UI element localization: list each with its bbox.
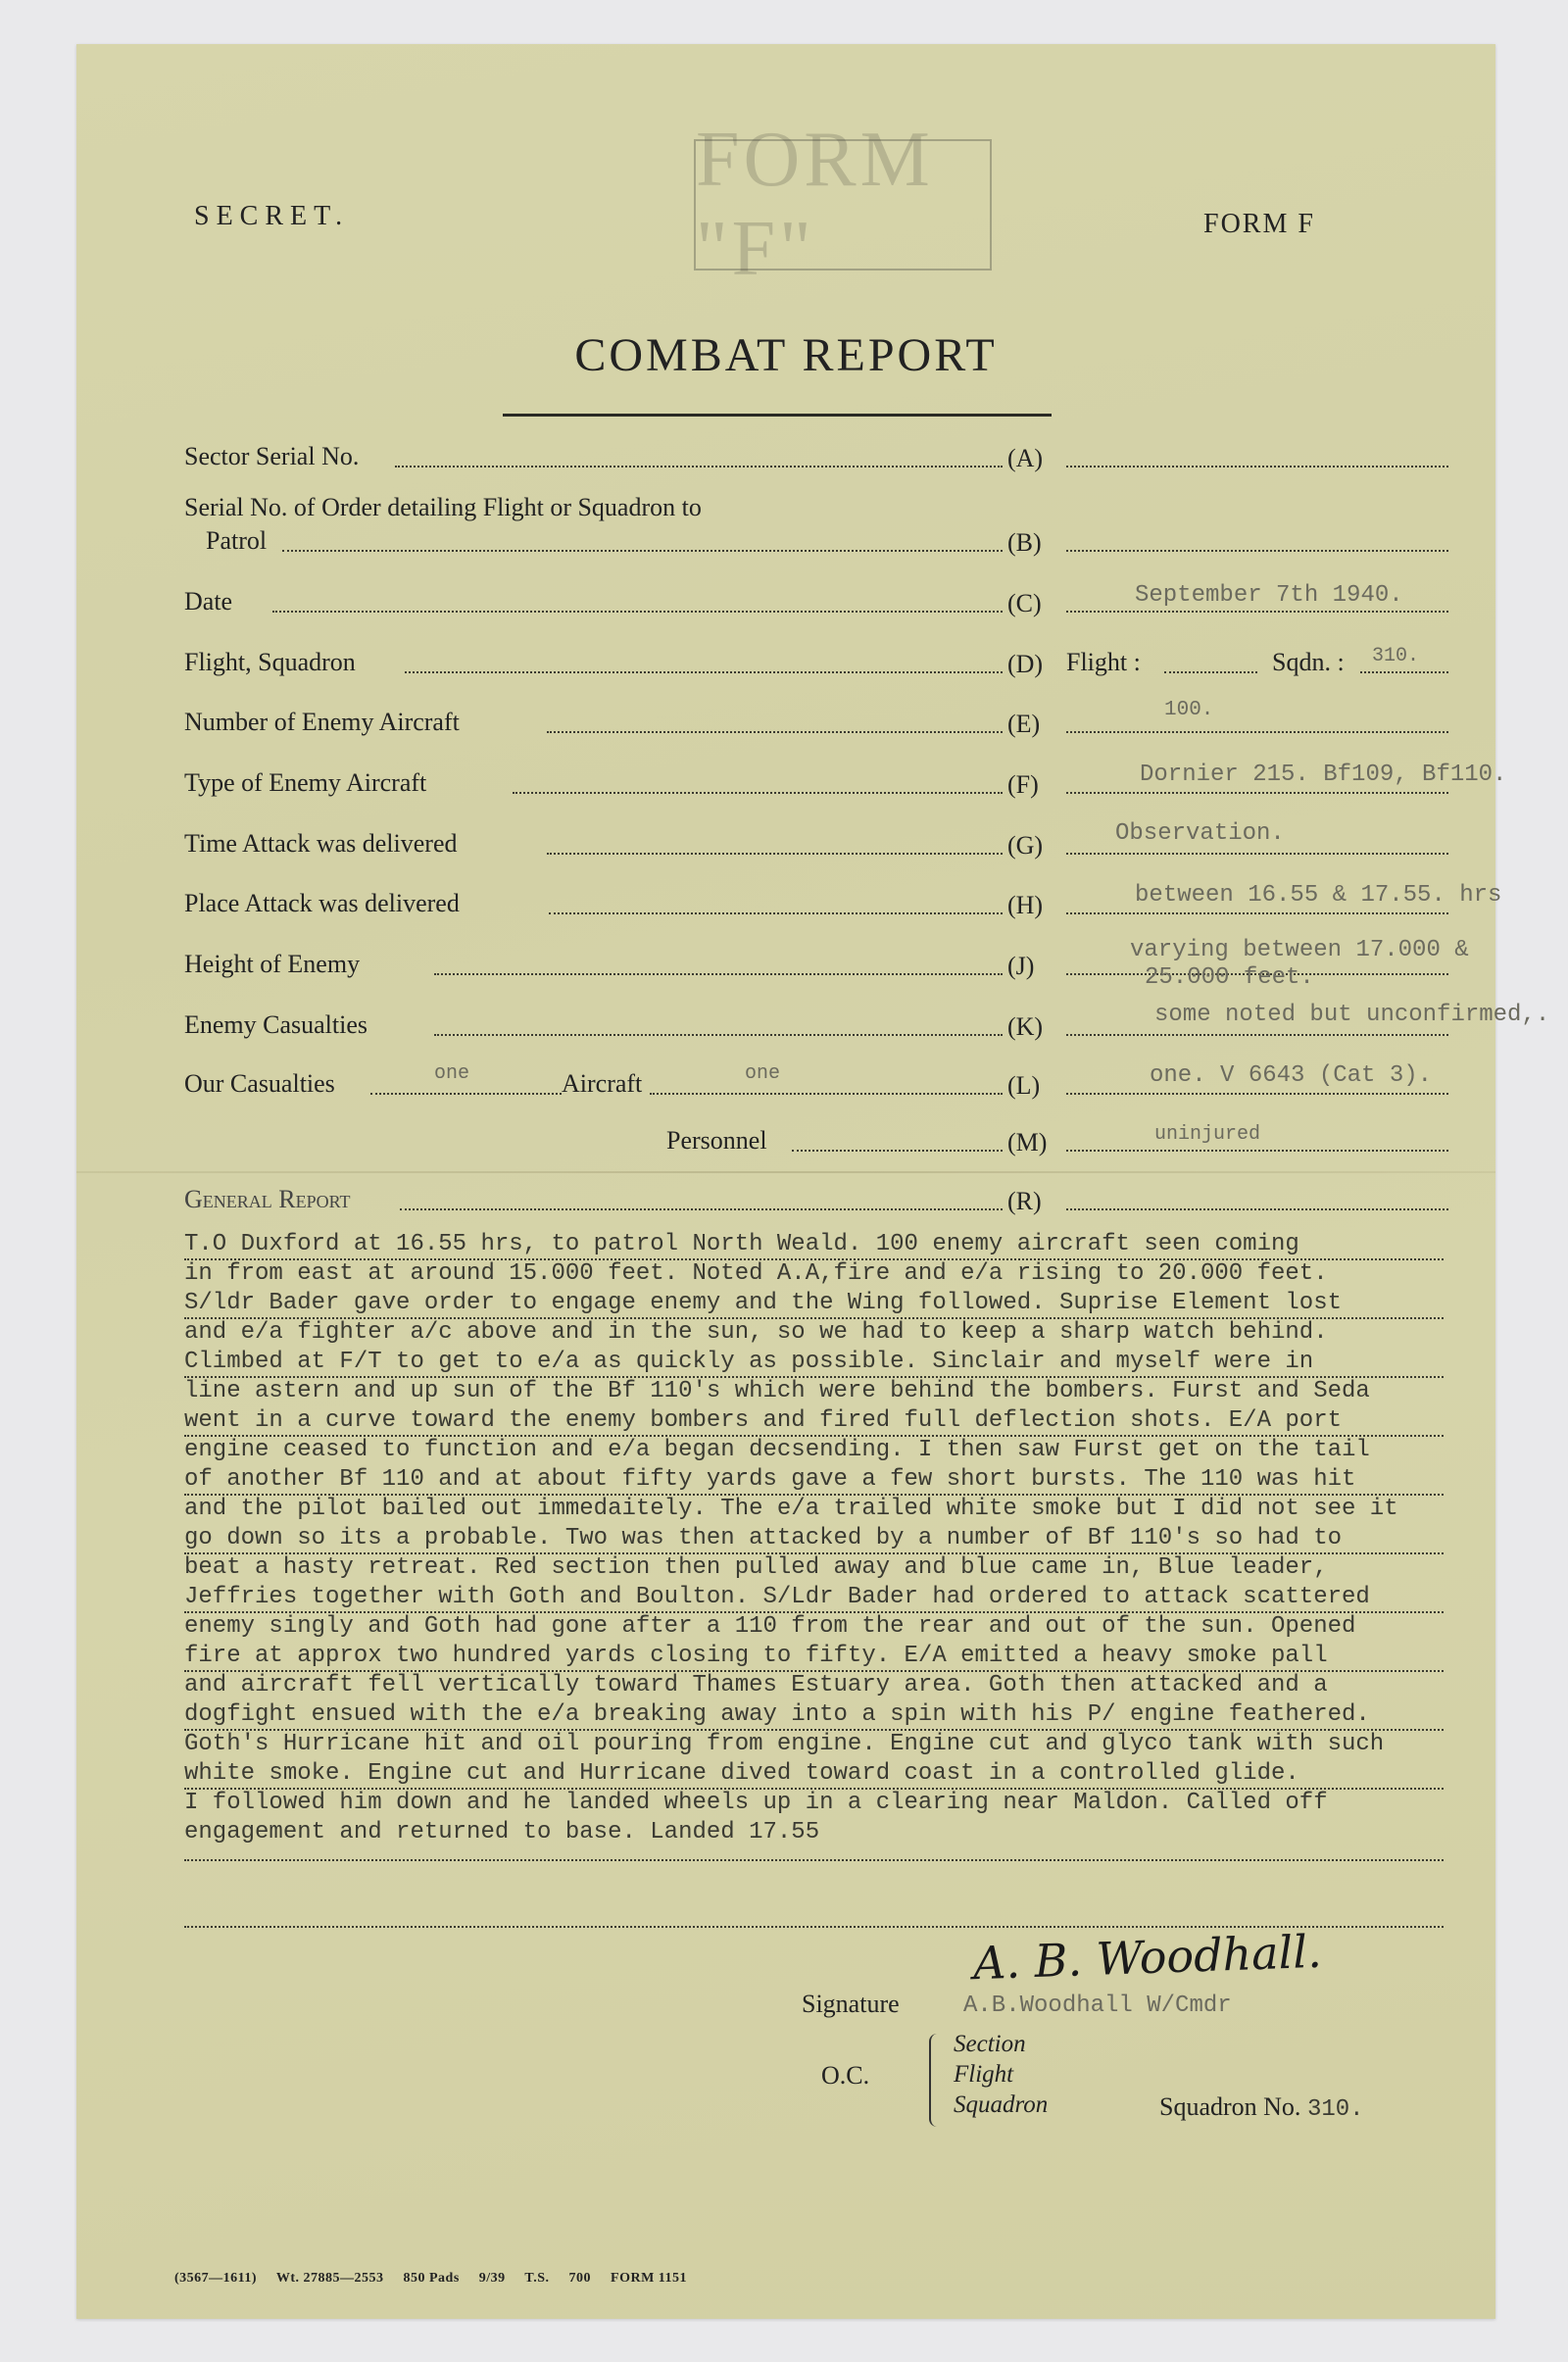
- leader-dots: [395, 466, 1003, 467]
- answer-line[interactable]: [1066, 1208, 1448, 1210]
- handwritten-signature: A. B. Woodhall.: [972, 1924, 1323, 1991]
- flight-answer-line[interactable]: [1164, 671, 1257, 673]
- answer-line[interactable]: [1066, 1093, 1448, 1095]
- field-code: (R): [1007, 1187, 1042, 1215]
- field-value-line2: 25.000 feet.: [1145, 964, 1314, 991]
- report-line: line astern and up sun of the Bf 110's which were behind the bombers. Furst and Seda: [184, 1378, 1370, 1404]
- field-value: between 16.55 & 17.55. hrs: [1135, 882, 1502, 909]
- report-line: Climbed at F/T to get to e/a as quickly as possible. Sinclair and myself were in: [184, 1348, 1527, 1377]
- aircraft-dots[interactable]: [650, 1093, 1003, 1095]
- print-reference-footer: [174, 2271, 703, 2287]
- answer-line[interactable]: [1066, 466, 1448, 467]
- field-date: [184, 583, 1458, 622]
- oc-option-flight: Flight: [954, 2061, 1014, 2088]
- squadron-number-label: Squadron No.: [1159, 2092, 1301, 2121]
- field-our-casualties: [184, 1062, 1458, 1105]
- report-line: and the pilot bailed out immedaitely. The e/a trailed white smoke but I did not see it: [184, 1496, 1398, 1522]
- field-value: uninjured: [1154, 1123, 1261, 1146]
- field-code: (B): [1007, 528, 1042, 557]
- field-label: Time Attack was delivered: [184, 829, 458, 858]
- classification-label: SECRET.: [194, 201, 350, 231]
- squadron-number-value: 310.: [1306, 2096, 1364, 2123]
- leader-dots: [405, 671, 1003, 673]
- field-label: General Report: [184, 1185, 351, 1213]
- squadron-number: [1159, 2092, 1364, 2123]
- field-value: varying between 17.000 &: [1130, 937, 1469, 963]
- field-enemy-casualties: [184, 1002, 1550, 1046]
- field-code: (K): [1007, 1012, 1044, 1041]
- field-height-enemy: [184, 937, 1469, 991]
- field-place-attack: [184, 882, 1502, 924]
- leader-dots: [434, 973, 1003, 975]
- answer-line[interactable]: [1066, 792, 1448, 794]
- field-label: Type of Enemy Aircraft: [184, 768, 427, 797]
- report-line: engagement and returned to base. Landed 17.55: [184, 1819, 820, 1845]
- leader-dots: [547, 731, 1003, 733]
- print-ref-item: (3567—1611): [174, 2271, 258, 2286]
- field-code: (L): [1007, 1071, 1041, 1100]
- report-line: went in a curve toward the enemy bombers and fired full deflection shots. E/A port: [184, 1406, 1527, 1436]
- form-id: FORM F: [1203, 209, 1315, 239]
- field-type-enemy: [184, 762, 1507, 804]
- report-line: enemy singly and Goth had gone after a 110 from the rear and out of the sun. Opened: [184, 1613, 1356, 1640]
- report-line: of another Bf 110 and at about fifty yards gave a few short bursts. The 110 was hit: [184, 1465, 1527, 1495]
- field-code: (C): [1007, 589, 1042, 617]
- field-personnel: [184, 1122, 1458, 1161]
- field-code: (J): [1007, 952, 1035, 980]
- leader-dots: [272, 611, 1003, 613]
- leader-dots: [282, 550, 1003, 552]
- flight-label: Flight :: [1066, 648, 1141, 676]
- report-line: beat a hasty retreat. Red section then pulled away and blue came in, Blue leader,: [184, 1554, 1328, 1581]
- oc-option-squadron: Squadron: [954, 2091, 1049, 2118]
- field-label: Date: [184, 587, 233, 615]
- leader-dots: [549, 912, 1003, 914]
- field-value: 100.: [1164, 699, 1214, 721]
- answer-line[interactable]: [1066, 1034, 1448, 1036]
- report-line: in from east at around 15.000 feet. Noted A.A,fire and e/a rising to 20.000 feet.: [184, 1260, 1328, 1287]
- field-label: Place Attack was delivered: [184, 889, 460, 917]
- print-ref-item: FORM 1151: [611, 2271, 688, 2286]
- field-sector-serial: [184, 438, 1458, 477]
- answer-line[interactable]: [1066, 853, 1448, 855]
- oc-option-section: Section: [954, 2031, 1026, 2057]
- field-code: (D): [1007, 650, 1044, 678]
- leader-dots: [434, 1034, 1003, 1036]
- casualties-dots[interactable]: [370, 1093, 562, 1095]
- field-flight-squadron: [184, 644, 1458, 683]
- answer-line[interactable]: [1066, 611, 1448, 613]
- print-ref-item: T.S.: [524, 2271, 550, 2286]
- title-underline: [503, 414, 1052, 417]
- report-line: white smoke. Engine cut and Hurricane dived toward coast in a controlled glide.: [184, 1759, 1527, 1789]
- sqdn-answer-line[interactable]: [1360, 671, 1448, 673]
- field-value: Dornier 215. Bf109, Bf110.: [1140, 762, 1507, 788]
- field-order-serial: [184, 522, 1458, 562]
- print-ref-item: 850 Pads: [403, 2271, 460, 2286]
- report-line: dogfight ensued with the e/a breaking away into a spin with his P/ engine feathered.: [184, 1700, 1527, 1730]
- field-label: Our Casualties: [184, 1069, 335, 1098]
- signature-typed-name: A.B.Woodhall W/Cmdr: [963, 1993, 1232, 2019]
- field-general-report: [184, 1181, 1458, 1220]
- report-line: Jeffries together with Goth and Boulton. S/Ldr Bader had ordered to attack scattered: [184, 1583, 1527, 1612]
- field-code: (A): [1007, 444, 1044, 472]
- field-value: one. V 6643 (Cat 3).: [1150, 1062, 1433, 1089]
- print-ref-item: 9/39: [478, 2271, 506, 2286]
- field-label: Number of Enemy Aircraft: [184, 708, 460, 736]
- general-report-text: [184, 1230, 1527, 1861]
- field-code: (G): [1007, 831, 1044, 860]
- field-code: (F): [1007, 770, 1039, 799]
- form-stamp: FORM "F": [694, 139, 992, 271]
- print-ref-item: 700: [568, 2271, 592, 2286]
- report-line: and aircraft fell vertically toward Thames Estuary area. Goth then attacked and a: [184, 1672, 1328, 1698]
- paper-fold: [76, 1171, 1495, 1173]
- print-ref-item: Wt. 27885—2553: [275, 2271, 384, 2286]
- combat-report-form: [76, 44, 1550, 2319]
- answer-line[interactable]: [1066, 731, 1448, 733]
- field-value: some noted but unconfirmed,.: [1154, 1002, 1550, 1028]
- casualties-value: one: [434, 1062, 470, 1085]
- answer-line[interactable]: [1066, 912, 1448, 914]
- field-number-enemy: [184, 699, 1458, 743]
- report-line: and e/a fighter a/c above and in the sun, so we had to keep a sharp watch behind.: [184, 1319, 1328, 1346]
- field-label: Sector Serial No.: [184, 442, 360, 470]
- signature-label: Signature: [802, 1990, 900, 2018]
- leader-dots: [400, 1208, 1003, 1210]
- report-line: engine ceased to function and e/a began decsending. I then saw Furst get on the tail: [184, 1437, 1370, 1463]
- field-code: (M): [1007, 1128, 1048, 1156]
- sqdn-label: Sqdn. :: [1272, 648, 1345, 676]
- answer-line[interactable]: [1066, 1150, 1448, 1152]
- field-label: Personnel: [666, 1126, 767, 1155]
- field-label: Enemy Casualties: [184, 1010, 368, 1039]
- brace-icon: [929, 2034, 941, 2127]
- aircraft-label: Aircraft: [562, 1069, 643, 1098]
- report-end-rule: [184, 1859, 1444, 1861]
- oc-label: O.C.: [821, 2061, 870, 2090]
- oc-options: [954, 2029, 1048, 2120]
- report-line: I followed him down and he landed wheels up in a clearing near Maldon. Called off: [184, 1790, 1328, 1816]
- field-label: Height of Enemy: [184, 950, 361, 978]
- field-label: Patrol: [206, 526, 268, 555]
- leader-dots: [792, 1150, 1003, 1152]
- report-line: T.O Duxford at 16.55 hrs, to patrol North Weald. 100 enemy aircraft seen coming: [184, 1230, 1527, 1259]
- report-line: fire at approx two hundred yards closing to fifty. E/A emitted a heavy smoke pall: [184, 1642, 1527, 1671]
- field-code: (H): [1007, 891, 1044, 919]
- field-code: (E): [1007, 710, 1041, 738]
- leader-dots: [513, 792, 1003, 794]
- field-value: Observation.: [1115, 820, 1285, 847]
- leader-dots: [547, 853, 1003, 855]
- aircraft-value: one: [745, 1062, 781, 1085]
- report-line: S/ldr Bader gave order to engage enemy and the Wing followed. Suprise Element lost: [184, 1289, 1527, 1318]
- sqdn-value: 310.: [1372, 645, 1420, 667]
- report-line: go down so its a probable. Two was then attacked by a number of Bf 110's so had to: [184, 1524, 1527, 1553]
- report-line: Goth's Hurricane hit and oil pouring from engine. Engine cut and glyco tank with such: [184, 1731, 1385, 1757]
- field-label-line1: Serial No. of Order detailing Flight or Squadron to: [184, 493, 702, 521]
- field-label: Flight, Squadron: [184, 648, 356, 676]
- answer-line[interactable]: [1066, 550, 1448, 552]
- page-title: COMBAT REPORT: [574, 329, 998, 381]
- field-time-attack: [184, 820, 1458, 864]
- field-value: September 7th 1940.: [1135, 582, 1403, 609]
